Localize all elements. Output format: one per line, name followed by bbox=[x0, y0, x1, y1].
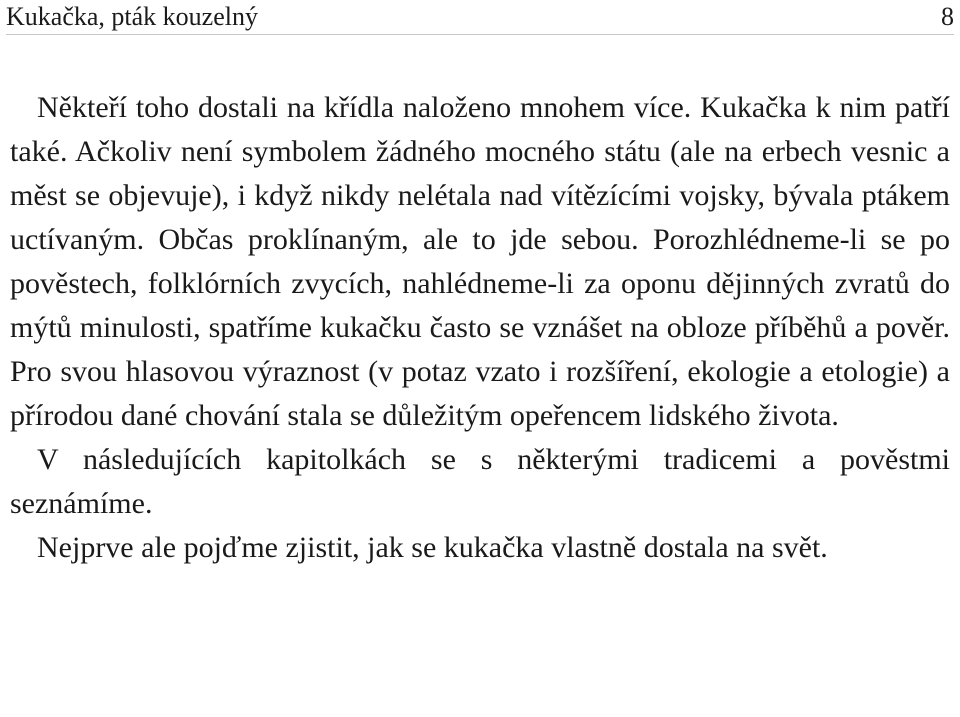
paragraph-chapters: V následujících kapitolkách se s některými tradicemi a pověstmi seznámíme. bbox=[10, 443, 950, 520]
book-title: Kukačka, pták kouzelný bbox=[6, 2, 258, 31]
paragraph-origin: Nejprve ale pojďme zjistit, jak se kukačka vlastně dostala na svět. bbox=[37, 531, 828, 564]
page-number: 8 bbox=[941, 2, 954, 31]
page-body bbox=[10, 86, 950, 570]
paragraph-intro: Někteří toho dostali na křídla naloženo mnohem více. Kukačka k nim patří také. Ačkoliv není symbolem žádného mocného státu (ale na erbech vesnic a měst se objevuje), i když nikdy nelétala nad vítězícími vojsky, bývala ptákem uctívaným. Občas proklínaným, ale to jde sebou. Porozhlédneme-li se po pověstech, folklórních zvycích, nahlédneme-li za oponu dějinných zvratů do mýtů minulosti, spatříme kukačku často se vznášet na obloze příběhů a pověr. Pro svou hlasovou výraznost (v potaz vzato i rozšíření, ekologie a etologie) a přírodou dané chování stala se důležitým opeřencem lidského života. bbox=[10, 91, 950, 432]
running-header bbox=[6, 0, 954, 35]
